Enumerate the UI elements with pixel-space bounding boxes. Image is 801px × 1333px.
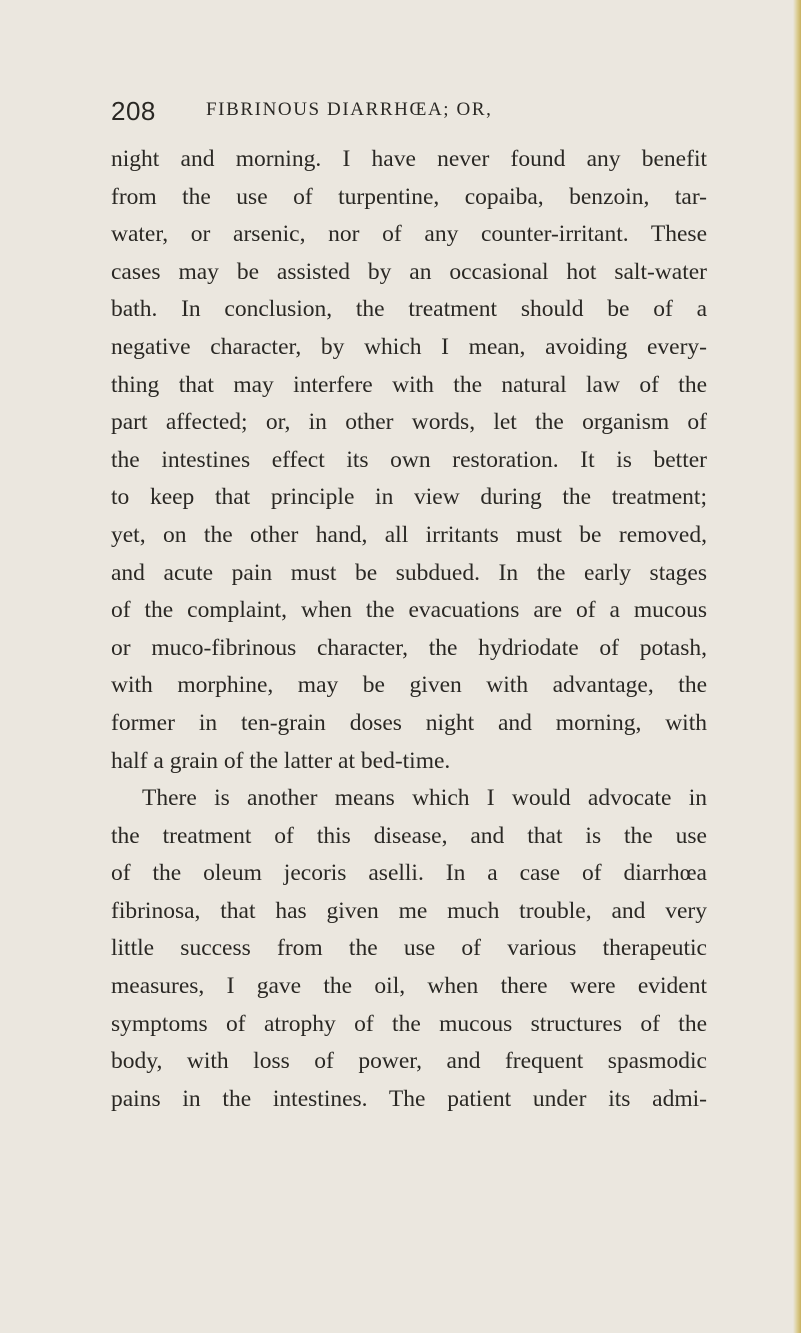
text-line: half a grain of the latter at bed-time.	[111, 747, 451, 774]
text-line: negative character, by which I mean, avoiding every-	[111, 333, 707, 360]
text-line: of the oleum jecoris aselli. In a case of diarrhœa	[111, 860, 707, 887]
text-line: of the complaint, when the evacuations are of a mucous	[111, 597, 707, 624]
running-title: FIBRINOUS DIARRHŒA; OR,	[206, 99, 493, 120]
text-line: from the use of turpentine, copaiba, benzoin, tar-	[111, 183, 707, 210]
text-line: night and morning. I have never found any benefit	[111, 146, 707, 172]
text-line: symptoms of atrophy of the mucous structures of the	[111, 1010, 707, 1037]
text-line: fibrinosa, that has given me much trouble, and very	[111, 897, 707, 924]
page-edge	[793, 0, 801, 1333]
text-line: pains in the intestines. The patient under its admi-	[111, 1085, 707, 1112]
text-line: measures, I gave the oil, when there were evident	[111, 973, 707, 1000]
text-line: and acute pain must be subdued. In the early stages	[111, 559, 707, 586]
text-line: the intestines effect its own restoration. It is better	[111, 446, 707, 473]
text-line: thing that may interfere with the natural law of the	[111, 371, 707, 398]
text-line: to keep that principle in view during the treatment;	[111, 484, 707, 511]
text-line: former in ten-grain doses night and morning, with	[111, 709, 707, 736]
text-line: the treatment of this disease, and that is the use	[111, 822, 707, 849]
text-line: little success from the use of various therapeutic	[111, 935, 707, 962]
text-line: body, with loss of power, and frequent spasmodic	[111, 1048, 707, 1075]
text-line: bath. In conclusion, the treatment should be of a	[111, 296, 707, 323]
text-line: or muco-fibrinous character, the hydriodate of potash,	[111, 634, 707, 661]
text-line: part affected; or, in other words, let the organism of	[111, 409, 707, 436]
text-line: yet, on the other hand, all irritants must be removed,	[111, 521, 707, 548]
page-number: 208	[111, 96, 156, 126]
text-line: water, or arsenic, nor of any counter-irritant. These	[111, 221, 707, 248]
text-line: cases may be assisted by an occasional hot salt-water	[111, 258, 707, 285]
page-header	[111, 96, 705, 126]
text-line: with morphine, may be given with advantage, the	[111, 672, 707, 699]
body-text	[111, 141, 707, 1118]
text-line: There is another means which I would advocate in	[142, 785, 707, 812]
